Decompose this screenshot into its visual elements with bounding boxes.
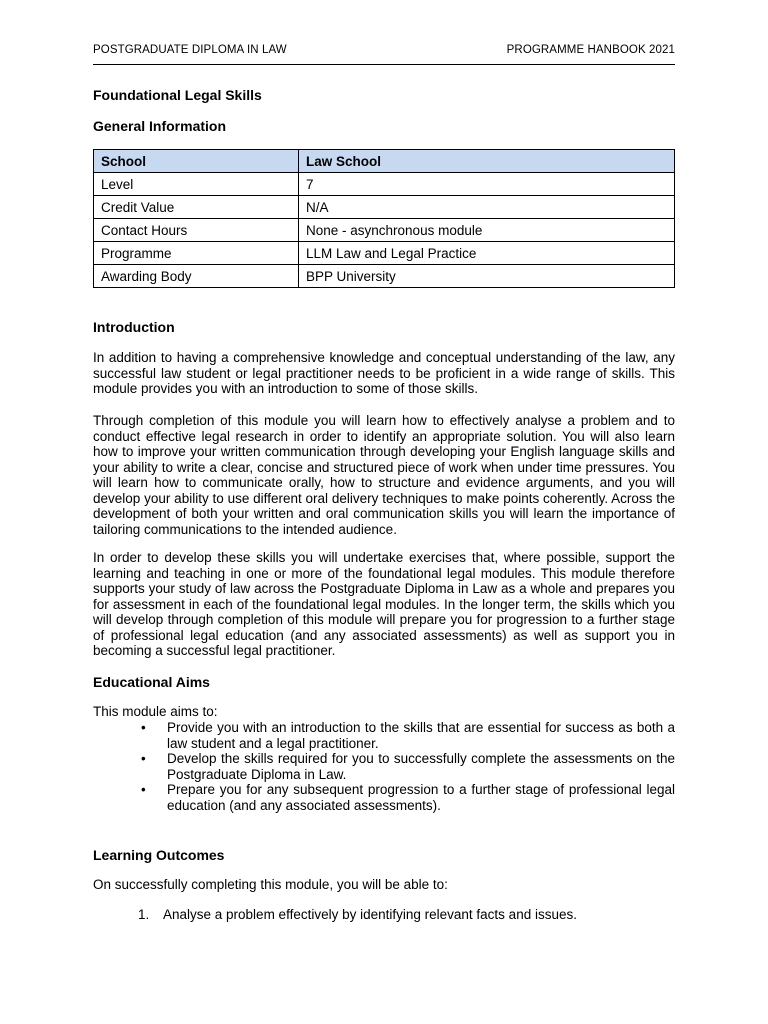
list-item bbox=[93, 751, 675, 782]
table-cell: None - asynchronous module bbox=[299, 219, 675, 242]
educational-aims-list bbox=[93, 720, 675, 813]
list-item-text: Provide you with an introduction to the skills that are essential for success as both a law student and a legal practitioner. bbox=[167, 720, 675, 751]
table-row bbox=[94, 173, 675, 196]
bullet-icon: • bbox=[141, 782, 146, 797]
table-row bbox=[94, 242, 675, 265]
table-cell: School bbox=[94, 150, 299, 173]
learning-outcome-text: Analyse a problem effectively by identifying relevant facts and issues. bbox=[163, 907, 577, 922]
module-title: Foundational Legal Skills bbox=[93, 87, 262, 103]
learning-outcome-number: 1. bbox=[138, 907, 150, 922]
bullet-icon: • bbox=[141, 720, 146, 735]
introduction-paragraph-2: Through completion of this module you will learn how to effectively analyse a problem and to conduct effective legal research in order to identify an appropriate solution. You will also learn how to improve your written communication through developing your English language skills and your ability to write a clear, concise and structured piece of work when under time pressures. You will learn how to communicate orally, how to structure and evidence arguments, and you will develop your ability to use different oral delivery techniques to make points coherently. Across the development of both your written and oral communication skills you will learn the importance of tailoring communications to the intended audience. bbox=[93, 413, 675, 537]
table-cell: LLM Law and Legal Practice bbox=[299, 242, 675, 265]
page-header bbox=[93, 40, 675, 65]
list-item-text: Prepare you for any subsequent progression to a further stage of professional legal education (and any associated assessments). bbox=[167, 782, 675, 813]
learning-outcomes-intro: On successfully completing this module, you will be able to: bbox=[93, 877, 448, 892]
header-right: PROGRAMME HANBOOK 2021 bbox=[506, 44, 675, 56]
list-item-text: Develop the skills required for you to successfully complete the assessments on the Postgraduate Diploma in Law. bbox=[167, 751, 675, 782]
table-cell: Awarding Body bbox=[94, 265, 299, 288]
table-row bbox=[94, 196, 675, 219]
table-cell: Programme bbox=[94, 242, 299, 265]
educational-aims-heading: Educational Aims bbox=[93, 674, 210, 690]
learning-outcome-item bbox=[138, 907, 577, 922]
introduction-paragraph-1: In addition to having a comprehensive knowledge and conceptual understanding of the law, any successful law student or legal practitioner needs to be proficient in a wide range of skills. This module provides you with an introduction to some of those skills. bbox=[93, 350, 675, 396]
table-row bbox=[94, 265, 675, 288]
bullet-icon: • bbox=[141, 751, 146, 766]
header-left: POSTGRADUATE DIPLOMA IN LAW bbox=[93, 44, 287, 56]
list-item bbox=[93, 782, 675, 813]
table-cell: N/A bbox=[299, 196, 675, 219]
general-information-table bbox=[93, 149, 675, 288]
table-header-row bbox=[94, 150, 675, 173]
introduction-heading: Introduction bbox=[93, 319, 175, 335]
general-information-heading: General Information bbox=[93, 118, 227, 134]
table-cell: 7 bbox=[299, 173, 675, 196]
table-cell: Contact Hours bbox=[94, 219, 299, 242]
table-cell: Law School bbox=[299, 150, 675, 173]
learning-outcomes-heading: Learning Outcomes bbox=[93, 847, 225, 863]
introduction-paragraph-3: In order to develop these skills you will undertake exercises that, where possible, support the learning and teaching in one or more of the foundational legal modules. This module therefore supports your study of law across the Postgraduate Diploma in Law as a whole and prepares you for assessment in each of the foundational legal modules. In the longer term, the skills which you will develop through completion of this module will prepare you for progression to a further stage of professional legal education (and any associated assessments) as well as support you in becoming a successful legal practitioner. bbox=[93, 550, 675, 658]
table-cell: BPP University bbox=[299, 265, 675, 288]
table-cell: Credit Value bbox=[94, 196, 299, 219]
table-cell: Level bbox=[94, 173, 299, 196]
table-row bbox=[94, 219, 675, 242]
educational-aims-intro: This module aims to: bbox=[93, 704, 218, 719]
list-item bbox=[93, 720, 675, 751]
